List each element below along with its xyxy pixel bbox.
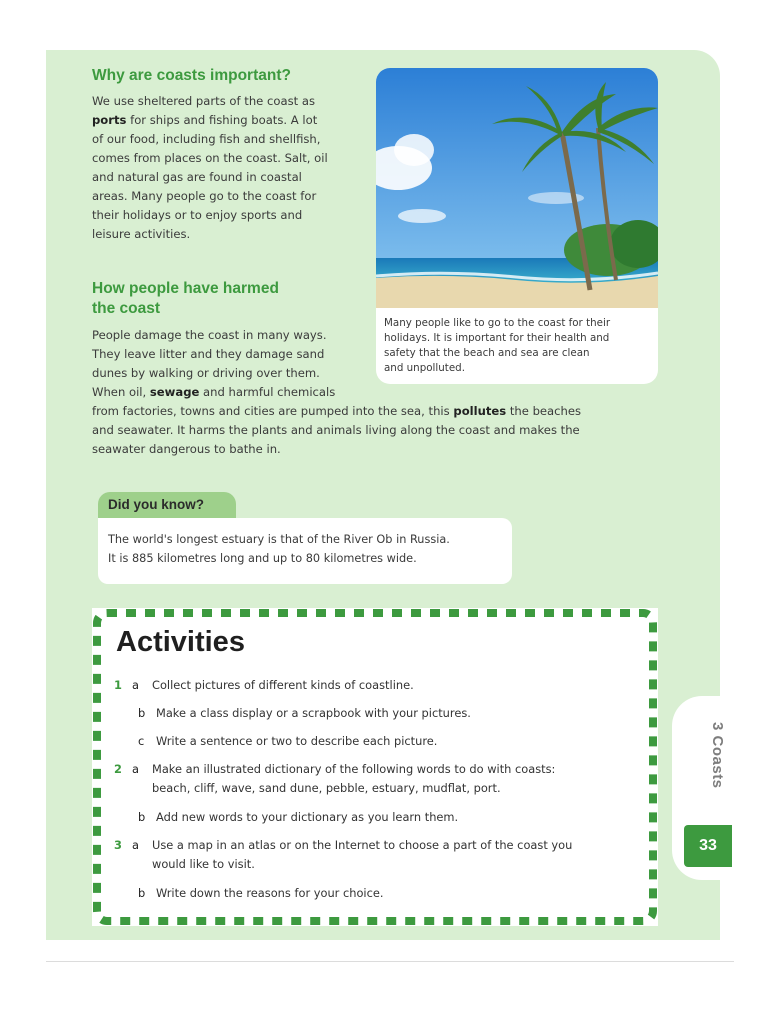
paragraph-line: of our food, including fish and shellfish,	[92, 132, 321, 146]
key-term: pollutes	[453, 404, 507, 418]
chapter-label: 3 Coasts	[709, 722, 726, 789]
activity-number: 2	[114, 762, 122, 776]
activity-text: Make an illustrated dictionary of the following words to do with coasts: beach, cliff, wave, sand dune, pebble, estuary, mudflat, port.	[152, 762, 556, 795]
activity-letter: b	[138, 810, 146, 824]
activities-title: Activities	[116, 626, 245, 658]
activity-letter: a	[132, 762, 139, 776]
heading-line: the coast	[92, 300, 161, 317]
activity-text: Write down the reasons for your choice.	[156, 886, 384, 900]
section2-paragraph	[92, 326, 652, 459]
paragraph-line: from factories, towns and cities are pumped into the sea, this pollutes the beaches	[92, 404, 582, 418]
did-you-know-box	[98, 518, 512, 584]
paragraph-line: They leave litter and they damage sand	[92, 347, 325, 361]
activity-text: Collect pictures of different kinds of coastline.	[152, 678, 414, 692]
paragraph-line: People damage the coast in many ways.	[92, 328, 327, 342]
heading-why-coasts-important: Why are coasts important?	[92, 67, 291, 84]
caption-line: Many people like to go to the coast for their	[384, 317, 611, 329]
heading-how-people-harmed	[92, 279, 279, 319]
paragraph-line: areas. Many people go to the coast for	[92, 189, 317, 203]
activity-text: Add new words to your dictionary as you learn them.	[156, 810, 459, 824]
activity-text: Make a class display or a scrapbook with your pictures.	[156, 706, 471, 720]
paragraph-line: We use sheltered parts of the coast as	[92, 94, 315, 108]
paragraph-line: When oil, sewage and harmful chemicals	[92, 385, 336, 399]
activity-number: 1	[114, 678, 122, 692]
paragraph-line: and seawater. It harms the plants and animals living along the coast and makes the	[92, 423, 580, 437]
key-term: sewage	[149, 385, 200, 399]
activities-box	[92, 608, 658, 926]
activity-letter: b	[138, 706, 146, 720]
key-term: ports	[92, 113, 127, 127]
heading-line: How people have harmed	[92, 280, 279, 297]
paragraph-line: ports for ships and fishing boats. A lot	[92, 113, 318, 127]
paragraph-line: and natural gas are found in coastal	[92, 170, 302, 184]
paragraph-line: seawater dangerous to bathe in.	[92, 442, 281, 456]
paragraph-line: their holidays or to enjoy sports and	[92, 208, 303, 222]
fact-line: The world's longest estuary is that of the River Ob in Russia.	[108, 533, 450, 546]
activity-letter: a	[132, 678, 139, 692]
activity-letter: a	[132, 838, 139, 852]
activity-number: 3	[114, 838, 122, 852]
page-number: 33	[684, 825, 732, 867]
paragraph-line: comes from places on the coast. Salt, oil	[92, 151, 328, 165]
activity-letter: b	[138, 886, 146, 900]
activity-text: Use a map in an atlas or on the Internet to choose a part of the coast you would like to visit.	[152, 838, 573, 871]
bottom-divider	[46, 961, 734, 962]
section1-paragraph	[92, 92, 372, 244]
did-you-know-title: Did you know?	[108, 497, 204, 512]
paragraph-line: dunes by walking or driving over them.	[92, 366, 320, 380]
fact-line: It is 885 kilometres long and up to 80 kilometres wide.	[108, 552, 417, 565]
caption-line: holidays. It is important for their health and	[384, 332, 610, 344]
paragraph-line: leisure activities.	[92, 227, 191, 241]
beach-palm-photo	[376, 68, 658, 308]
activity-text: Write a sentence or two to describe each picture.	[156, 734, 438, 748]
did-you-know-text	[108, 530, 506, 568]
caption-line: safety that the beach and sea are clean	[384, 347, 590, 359]
caption-line: and unpolluted.	[384, 362, 465, 374]
activity-letter: c	[138, 734, 145, 748]
